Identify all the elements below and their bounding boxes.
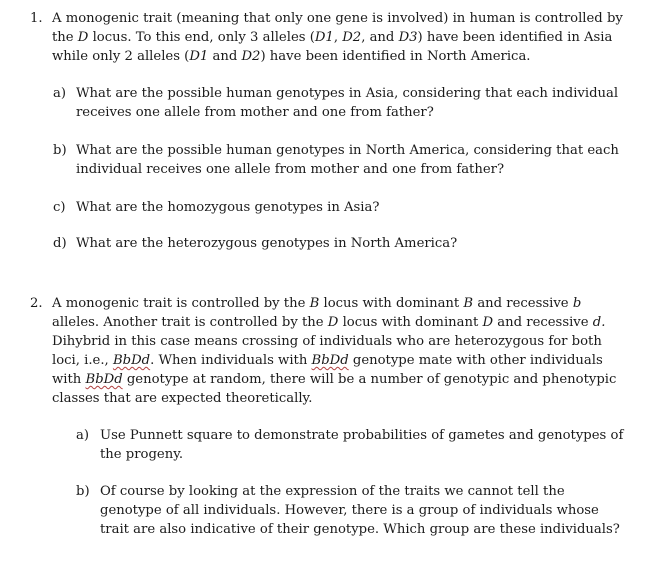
genotype-bbdd: BbDd [311,353,349,368]
part-text: What are the homozygous genotypes in Asia? [76,200,380,215]
part-text: Of course by looking at the expression of the traits we cannot tell the genotype of all individuals. However, there is a group of individuals whose trait are also indicative of their genotype. Which group are these individuals? [100,484,620,537]
question-2-text: A monogenic trait is controlled by the B locus with dominant B and recessive b alleles. Another trait is controlled by the D locus with dominant D and recessive d. Dihybrid in this case means crossing of individuals who are heterozygous for both loci, i.e., BbDd. When individuals with BbDd genotype mate with other individuals with BbDd genotype at random, there will be a number of genotypic and phenotypic classes that are expected theoretically. [52,296,617,406]
question-1-text: A monogenic trait (meaning that only one gene is involved) in human is controlled by the D locus. To this end, only 3 alleles (D1, D2, and D3) have been identified in Asia while only 2 alleles (D1 and D2) have been identified in North America. [52,11,623,64]
part-label: b) [76,484,90,499]
part-label: b) [53,143,67,158]
part-label: c) [53,200,66,215]
part-label: d) [53,236,67,251]
question-1-number: 1. [30,11,43,26]
part-text: What are the possible human genotypes in North America, considering that each individual receives one allele from mother and one from father? [76,143,619,177]
part-text: Use Punnett square to demonstrate probabilities of gametes and genotypes of the progeny. [100,428,624,462]
part-label: a) [76,428,90,443]
genotype-bbdd: BbDd [85,372,123,387]
genotype-bbdd: BbDd [112,353,151,368]
part-text: What are the heterozygous genotypes in North America? [76,236,458,251]
question-2-number: 2. [30,296,43,311]
part-text: What are the possible human genotypes in Asia, considering that each individual receives one allele from mother and one from father? [76,86,619,120]
part-label: a) [53,86,67,101]
